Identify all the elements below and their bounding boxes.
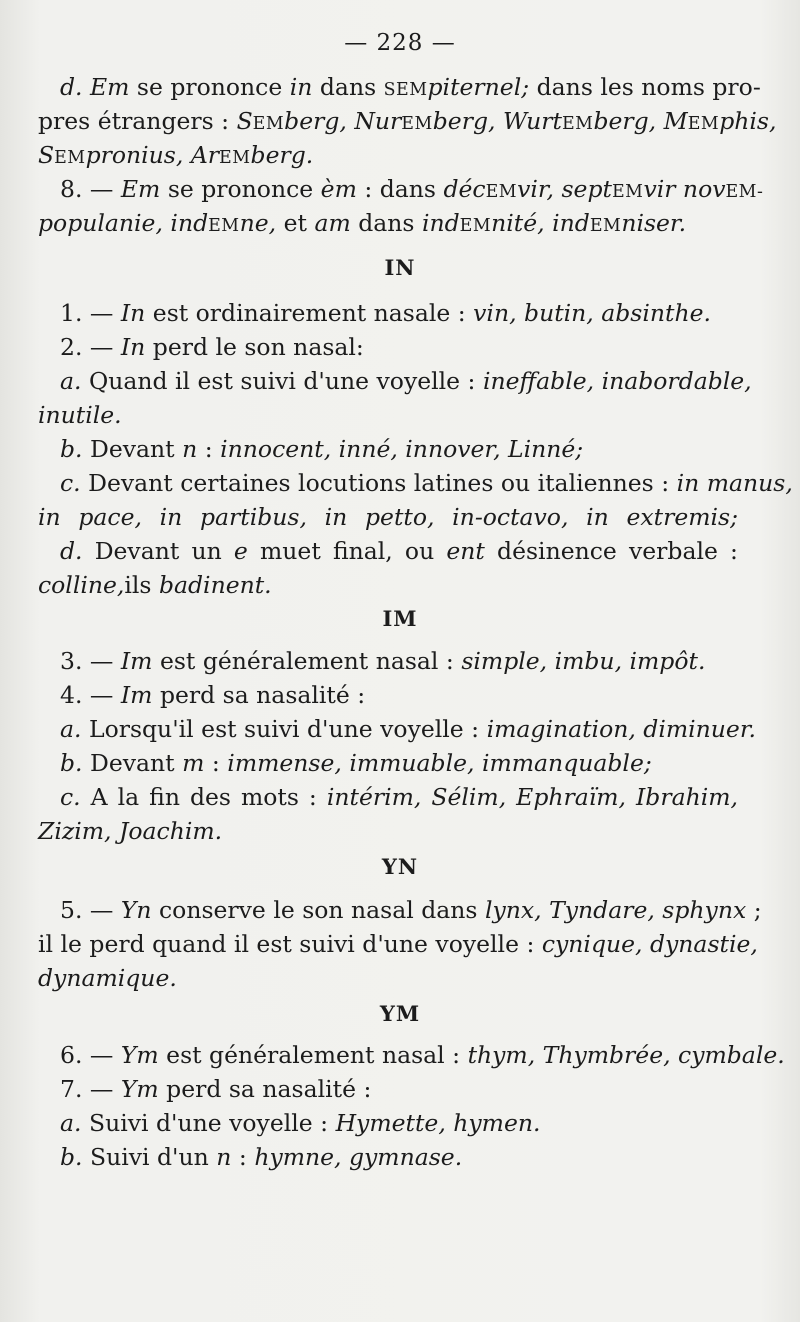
text: est généralement nasal : (166, 1041, 461, 1069)
section-heading: YM (379, 1001, 421, 1026)
text: est ordinairement nasale : (152, 299, 466, 327)
small-caps: EM (401, 114, 433, 134)
item-label: c. (60, 783, 81, 811)
text-line (60, 296, 738, 330)
item-number: 3. — (60, 647, 121, 675)
example: e (233, 537, 248, 565)
section-heading: IN (384, 255, 416, 280)
text-line (38, 814, 738, 848)
small-caps: EM (687, 114, 720, 134)
page-number: — 228 — (344, 30, 456, 56)
item-label: c. (60, 469, 81, 497)
section-heading: YN (381, 854, 419, 879)
example: M (663, 107, 688, 135)
text-line (60, 534, 738, 568)
small-caps: EM (54, 148, 86, 168)
text: Suivi d'une voyelle : (88, 1109, 329, 1137)
text-line (38, 961, 738, 995)
example: dynamique. (38, 964, 177, 992)
example: Im (120, 681, 153, 709)
text-line (60, 1140, 738, 1174)
example: Ym (120, 1075, 159, 1103)
small-caps: EM (611, 182, 644, 202)
example: berg. (250, 141, 314, 169)
text-line (60, 746, 738, 780)
section-heading: IM (382, 606, 418, 631)
item-number: 5. — (60, 896, 121, 924)
example: S (38, 141, 55, 169)
small-caps: EM (252, 114, 285, 134)
item-number: 1. — (60, 299, 121, 327)
example: ind (421, 209, 460, 237)
example: imagination, diminuer. (486, 715, 756, 743)
text: Lorsqu'il est suivi d'une voyelle : (88, 715, 480, 743)
item-number: 6. — (60, 1041, 121, 1069)
example: Wurt (502, 107, 562, 135)
text-line (60, 712, 756, 746)
text: se prononce (167, 175, 314, 203)
small-caps: EM (561, 114, 594, 134)
example: ind (170, 209, 209, 237)
example: hymne, gymnase. (254, 1143, 463, 1171)
item-label: a. (60, 367, 82, 395)
example: S (236, 107, 253, 135)
text: dans les noms pro- (536, 73, 761, 101)
text-line (60, 780, 738, 814)
text-line (60, 330, 738, 364)
example: ent (446, 537, 485, 565)
text: conserve le son nasal dans (159, 896, 478, 924)
example: Nur (354, 107, 402, 135)
example: piternel; (427, 73, 530, 101)
example: Ym (120, 1041, 159, 1069)
text-line (38, 398, 738, 432)
example: n (216, 1143, 232, 1171)
example: pronius, (85, 141, 184, 169)
example: èm (320, 175, 357, 203)
text: perd sa nasalité : (159, 681, 366, 709)
text-line (60, 1072, 738, 1106)
text-line (60, 172, 764, 209)
example: ind (552, 209, 590, 237)
example: in pace, in partibus, in petto, in-octavo, in extremis; (38, 503, 738, 531)
example: inutile. (38, 401, 122, 429)
text: ; (753, 896, 762, 924)
text: : (238, 1143, 247, 1171)
example: in manus, (676, 469, 793, 497)
small-caps: EM (208, 216, 240, 236)
text: ils (124, 571, 152, 599)
small-caps: EM (459, 216, 492, 236)
example: vir, (517, 175, 554, 203)
text-line (38, 568, 738, 602)
item-number: 8. — (60, 175, 121, 203)
text: : dans (364, 175, 436, 203)
example: Yn (120, 896, 152, 924)
text: pres étrangers : (38, 107, 230, 135)
example: In (120, 299, 146, 327)
item-number: 2. — (60, 333, 121, 361)
example: nité, (491, 209, 545, 237)
text: perd sa nasalité : (166, 1075, 372, 1103)
example: populanie, (38, 209, 163, 237)
text: il le perd quand il est suivi d'une voyelle : (38, 930, 535, 958)
item-label: d. (60, 537, 83, 565)
text-line (38, 138, 738, 175)
text: Suivi d'un (90, 1143, 209, 1171)
text: : (204, 435, 213, 463)
example: Zizim, Joachim. (38, 817, 223, 845)
example: sept (561, 175, 612, 203)
example: lynx, Tyndare, sphynx (484, 896, 747, 924)
text: et (283, 209, 307, 237)
example: n (182, 435, 198, 463)
example: vin, butin, absinthe. (473, 299, 711, 327)
text-line (38, 206, 738, 243)
small-caps: SEM (383, 80, 428, 100)
item-label: b. (60, 1143, 83, 1171)
example: in (289, 73, 313, 101)
text: dans (358, 209, 415, 237)
example: vir nov (643, 175, 726, 203)
text-line (60, 364, 752, 398)
text-line (60, 678, 738, 712)
example: cynique, dynastie, (541, 930, 758, 958)
example: ne, (239, 209, 277, 237)
text-line (60, 70, 761, 107)
example: Im (120, 647, 153, 675)
item-label: b. (60, 749, 83, 777)
example: berg, (593, 107, 657, 135)
example: phis, (719, 107, 777, 135)
text-line (60, 1106, 738, 1140)
text: muet final, ou (260, 537, 435, 565)
text: : (211, 749, 220, 777)
text: Quand il est suivi d'une voyelle : (88, 367, 476, 395)
item-number: 4. — (60, 681, 121, 709)
small-caps: EM (485, 182, 518, 202)
text: Devant (90, 749, 175, 777)
text: perd le son nasal: (152, 333, 364, 361)
example: immense, immuable, immanquable; (227, 749, 652, 777)
example: m (182, 749, 205, 777)
example: badinent. (158, 571, 272, 599)
example: berg, (284, 107, 347, 135)
example: am (314, 209, 351, 237)
text: Devant (90, 435, 175, 463)
text-line (38, 500, 738, 534)
text-line (60, 1038, 785, 1072)
text-line (38, 927, 758, 961)
example: Hymette, hymen. (335, 1109, 541, 1137)
text: dans (319, 73, 377, 101)
example: berg, (432, 107, 496, 135)
item-number: 7. — (60, 1075, 121, 1103)
example: colline, (38, 571, 125, 599)
example: innocent, inné, innover, Linné; (220, 435, 584, 463)
example: simple, imbu, impôt. (461, 647, 706, 675)
item-label: d. Em (60, 73, 130, 101)
text-line (60, 466, 793, 500)
text: Devant un (94, 537, 222, 565)
text-line (60, 432, 738, 466)
text: A la fin des mots : (90, 783, 317, 811)
small-caps: EM- (725, 182, 764, 202)
text-line (60, 893, 762, 927)
example: intérim, Sélim, Ephraïm, Ibrahim, (326, 783, 738, 811)
text-line (38, 104, 777, 141)
text: est généralement nasal : (159, 647, 454, 675)
example: Ar (190, 141, 220, 169)
example: thym, Thymbrée, cymbale. (467, 1041, 785, 1069)
item-label: b. (60, 435, 83, 463)
example: niser. (621, 209, 687, 237)
example: déc (443, 175, 486, 203)
small-caps: EM (219, 148, 251, 168)
text: Devant certaines locutions latines ou italiennes : (88, 469, 670, 497)
example: ineffable, inabordable, (482, 367, 752, 395)
item-label: a. (60, 715, 82, 743)
text-line (60, 644, 738, 678)
example: In (120, 333, 146, 361)
example: Em (120, 175, 161, 203)
small-caps: EM (589, 216, 622, 236)
text: se prononce (136, 73, 283, 101)
text: désinence verbale : (497, 537, 738, 565)
item-label: a. (60, 1109, 82, 1137)
